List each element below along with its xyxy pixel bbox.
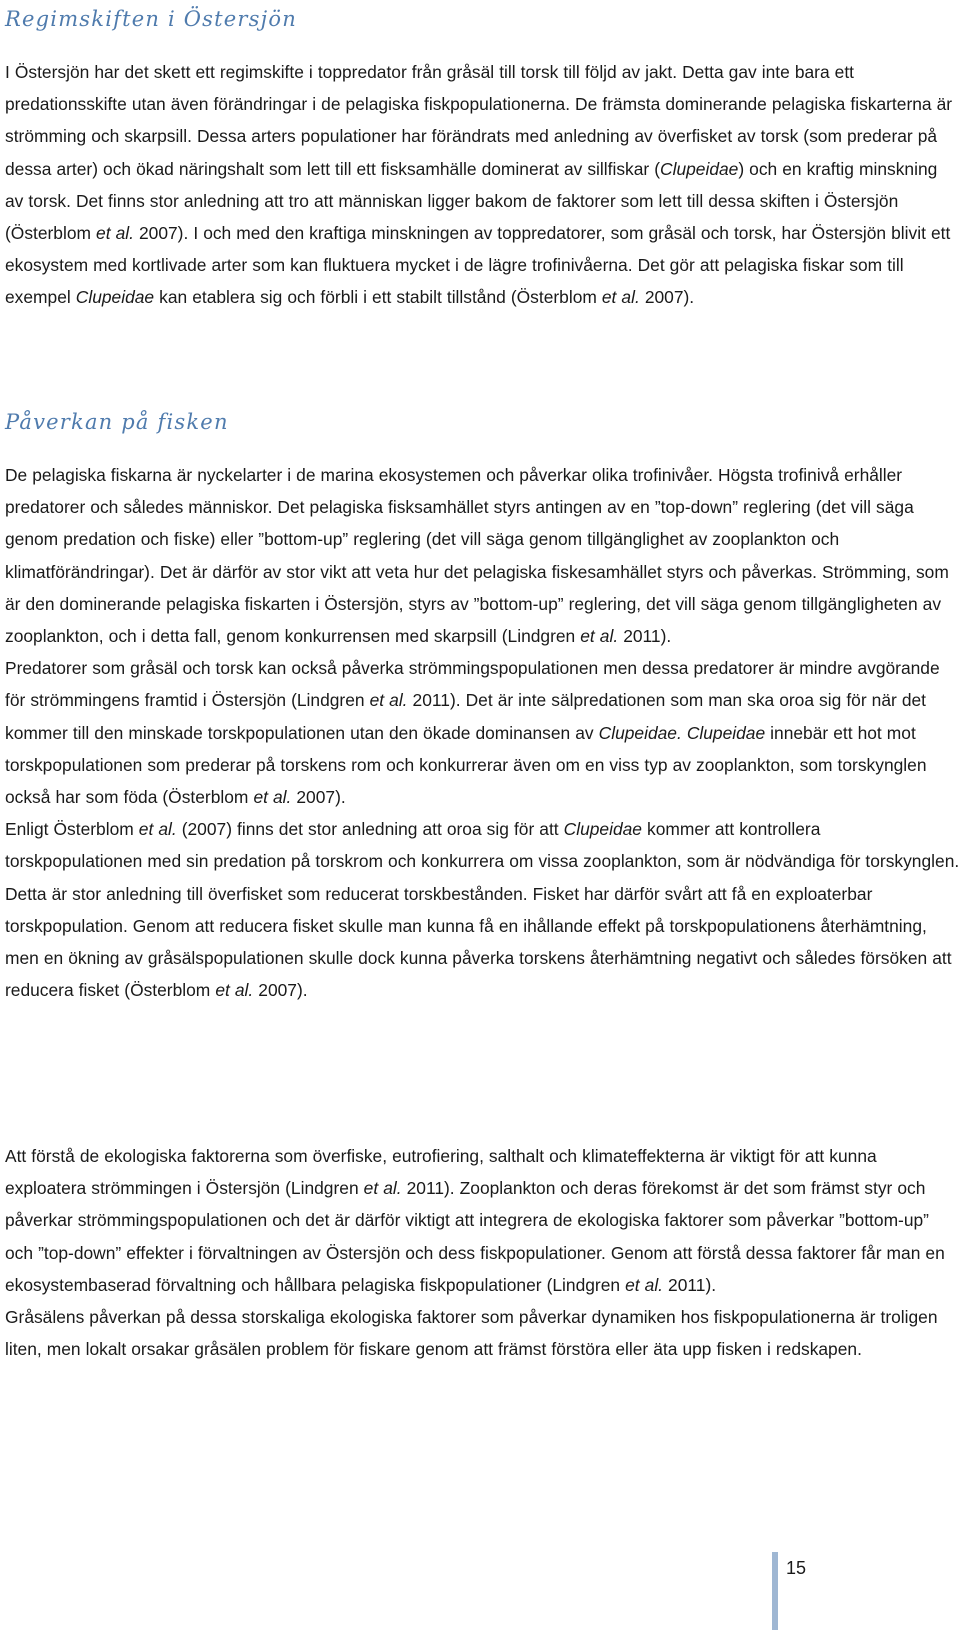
italic-term: et al. [369,690,408,711]
italic-term: et al. [253,787,292,808]
page-footer [772,1552,832,1630]
section-heading-regimskiften: Regimskiften i Östersjön [5,7,297,31]
italic-term: et al. [601,287,640,308]
section-heading-paverkan: Påverkan på fisken [5,410,229,434]
section-body-paverkan [5,459,960,1006]
paragraph: De pelagiska fiskarna är nyckelarter i de marina ekosystemen och påverkar olika trofinivåer. Högsta trofinivå erhåller predatorer och således människor. Det pelagiska fisksamhället styrs antingen av en ”top-down” reglering (det vill säga genom predation och fiske) eller ”bottom-up” reglering (det vill säga genom tillgänglighet av zooplankton och klimatförändringar). Det är därför av stor vikt att veta hur det pelagiska fiskesamhället styrs och påverkas. Strömming, som är den dominerande pelagiska fiskarten i Östersjön, styrs av ”bottom-up” reglering, det vill säga genom tillgängligheten av zooplankton, och i detta fall, genom konkurrensen med skarpsill (Lindgren et al. 2011). [5,465,949,647]
section-body-regimskiften [5,56,960,314]
paragraph: Gråsälens påverkan på dessa storskaliga ekologiska faktorer som påverkar dynamiken hos fiskpopulationerna är troligen liten, men lokalt orsakar gråsälen problem för fiskare genom att främst förstöra eller äta upp fisken i redskapen. [5,1307,938,1360]
italic-term: Clupeidae [563,819,642,840]
italic-term: et al. [580,626,619,647]
italic-term: et al. [138,819,177,840]
italic-term: et al. [215,980,254,1001]
paragraph: Enligt Österblom et al. (2007) finns det stor anledning att oroa sig för att Clupeidae kommer att kontrollera torskpopulationen med sin predation på torskrom och konkurrera om vissa zooplankton, som är nödvändiga för torskynglen. Detta är stor anledning till överfisket som reducerat torskbestånden. Fisket har därför svårt att få en exploaterbar torskpopulation. Genom att reducera fisket skulle man kunna få en ihållande effekt på torskpopulationens återhämtning, men en ökning av gråsälspopulationen skulle dock kunna påverka torskens återhämtning negativt och således försöken att reducera fisket (Österblom et al. 2007). [5,819,960,1001]
italic-term: Clupeidae [75,287,155,308]
italic-term: et al. [96,223,134,244]
italic-term: Clupeidae. Clupeidae [598,722,766,743]
italic-term: Clupeidae [660,158,739,179]
page-number: 15 [786,1558,807,1578]
paragraph: I Östersjön har det skett ett regimskifte i toppredator från gråsäl till torsk till följd av jakt. Detta gav inte bara ett predationsskifte utan även förändringar i de pelagiska fiskpopulationerna. De främsta dominerande pelagiska fiskarterna är strömming och skarpsill. Dessa arters populationer har förändrats med anledning av överfisket av torsk (som prederar på dessa arter) och ökad näringshalt som lett till ett fisksamhälle dominerat av sillfiskar (Clupeidae) och en kraftig minskning av torsk. Det finns stor anledning att tro att människan ligger bakom de faktorer som lett till dessa skiften i Östersjön (Österblom et al. 2007). I och med den kraftiga minskningen av toppredatorer, som gråsäl och torsk, har Östersjön blivit ett ekosystem med kortlivade arter som kan fluktuera mycket i de lägre trofinivåerna. Det gör att pelagiska fiskar som till exempel Clupeidae kan etablera sig och förbli i ett stabilt tillstånd (Österblom et al. 2007). [5,62,953,308]
italic-term: et al. [625,1274,664,1295]
page-number-bar [772,1552,778,1630]
paragraph: Att förstå de ekologiska faktorerna som överfiske, eutrofiering, salthalt och klimateffekterna är viktigt för att kunna exploatera strömmingen i Östersjön (Lindgren et al. 2011). Zooplankton och deras förekomst är det som främst styr och påverkar strömmingspopulationen och det är därför viktigt att integrera de ekologiska faktorer som påverkar ”bottom-up” och ”top-down” effekter i förvaltningen av Östersjön och dess fiskpopulationer. Genom att förstå dessa faktorer får man en ekosystembaserad förvaltning och hållbara pelagiska fiskpopulationer (Lindgren et al. 2011). [5,1146,945,1295]
italic-term: et al. [363,1178,402,1199]
paragraph: Predatorer som gråsäl och torsk kan också påverka strömmingspopulationen men dessa predatorer är mindre avgörande för strömmingens framtid i Östersjön (Lindgren et al. 2011). Det är inte sälpredationen som man ska oroa sig för när det kommer till den minskade torskpopulationen utan den ökade dominansen av Clupeidae. Clupeidae innebär ett hot mot torskpopulationen som prederar på torskens rom och konkurrerar även om en viss typ av zooplankton, som torskynglen också har som föda (Österblom et al. 2007). [5,658,940,808]
section-body-ekologiska-faktorer [5,1140,960,1365]
